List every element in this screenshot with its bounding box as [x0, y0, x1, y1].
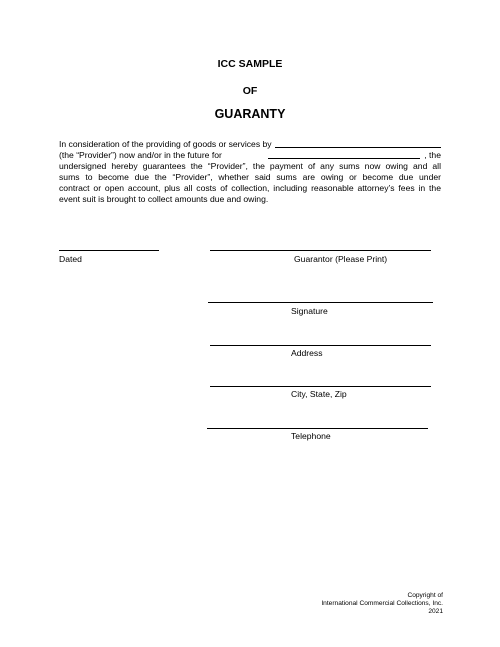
address-label: Address [291, 348, 323, 358]
copyright-line-1: Copyright of [407, 592, 443, 599]
paragraph-line-3: undersigned hereby guarantees the “Provider”, the payment of any sums now owing and all [59, 161, 441, 171]
document-title-line-2: OF [242, 85, 258, 97]
telephone-line[interactable] [207, 428, 428, 429]
paragraph-line-2-text: (the “Provider”) now and/or in the future for [59, 150, 222, 160]
paragraph-line-2-end: , the [424, 150, 441, 160]
provider-blank-line[interactable] [275, 139, 441, 148]
copyright-line-3: 2021 [428, 608, 443, 615]
copyright-line-2: International Commercial Collections, Inc. [321, 600, 443, 607]
city-state-zip-label: City, State, Zip [291, 389, 347, 399]
document-title-line-3: GUARANTY [214, 107, 286, 121]
paragraph-line-6: event suit is brought to collect amounts due and owing. [59, 194, 269, 204]
guarantor-line[interactable] [210, 250, 431, 251]
paragraph-line-1-text: In consideration of the providing of goods or services by [59, 139, 272, 149]
dated-label: Dated [59, 254, 82, 264]
document-title-line-1: ICC SAMPLE [217, 58, 283, 70]
paragraph-line-2 [59, 150, 441, 161]
paragraph-line-4: sums to become due the “Provider”, whether said sums are owing or become due under [59, 172, 441, 182]
telephone-label: Telephone [291, 431, 331, 441]
customer-blank-line[interactable] [268, 150, 420, 159]
dated-line[interactable] [59, 250, 159, 251]
paragraph-line-5: contract or open account, plus all costs of collection, including reasonable attorney’s fees in the [59, 183, 441, 193]
copyright-notice [321, 592, 443, 616]
city-state-zip-line[interactable] [210, 386, 431, 387]
guarantor-label: Guarantor (Please Print) [294, 254, 388, 264]
address-line[interactable] [210, 345, 431, 346]
paragraph-line-1 [59, 139, 441, 150]
signature-label: Signature [291, 306, 328, 316]
guaranty-paragraph [59, 139, 441, 205]
signature-line[interactable] [208, 302, 433, 303]
